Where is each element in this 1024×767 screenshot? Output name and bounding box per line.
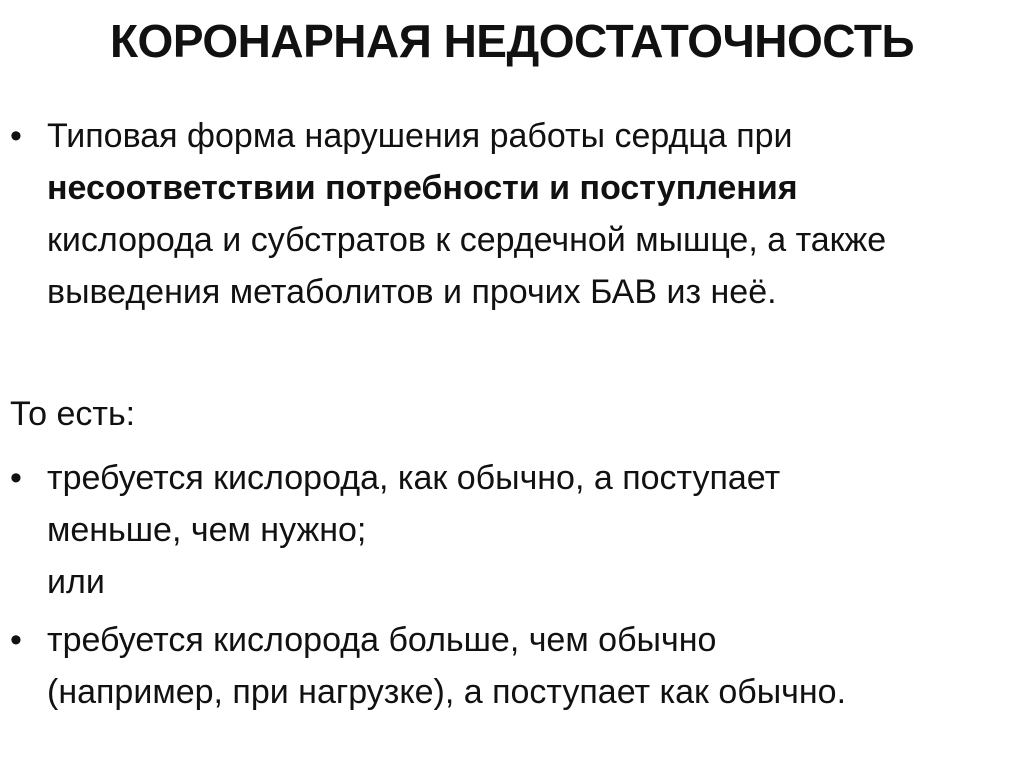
slide-title: КОРОНАРНАЯ НЕДОСТАТОЧНОСТЬ bbox=[109, 15, 915, 67]
case-one-line: требуется кислорода, как обычно, а поступает bbox=[47, 459, 781, 497]
definition-line: выведения метаболитов и прочих БАВ из неё. bbox=[47, 273, 777, 311]
definition-line: кислорода и субстратов к сердечной мышце, а также bbox=[47, 221, 887, 259]
definition-paragraph bbox=[47, 110, 1016, 318]
case-two-paragraph bbox=[47, 614, 1016, 718]
case-one-line: меньше, чем нужно; bbox=[47, 511, 367, 549]
bullet-marker: • bbox=[10, 117, 22, 155]
bullet-marker: • bbox=[10, 459, 22, 497]
bullet-marker: • bbox=[10, 621, 22, 659]
case-one-connector: или bbox=[47, 563, 105, 601]
intro-text: То есть: bbox=[10, 395, 136, 433]
case-one-paragraph bbox=[47, 452, 1016, 608]
case-two-line: (например, при нагрузке), а поступает как обычно. bbox=[47, 673, 847, 711]
definition-emphasis: несоответствии потребности и поступления bbox=[47, 169, 798, 207]
case-two-line: требуется кислорода больше, чем обычно bbox=[47, 621, 717, 659]
definition-line: Типовая форма нарушения работы сердца при bbox=[47, 117, 793, 155]
